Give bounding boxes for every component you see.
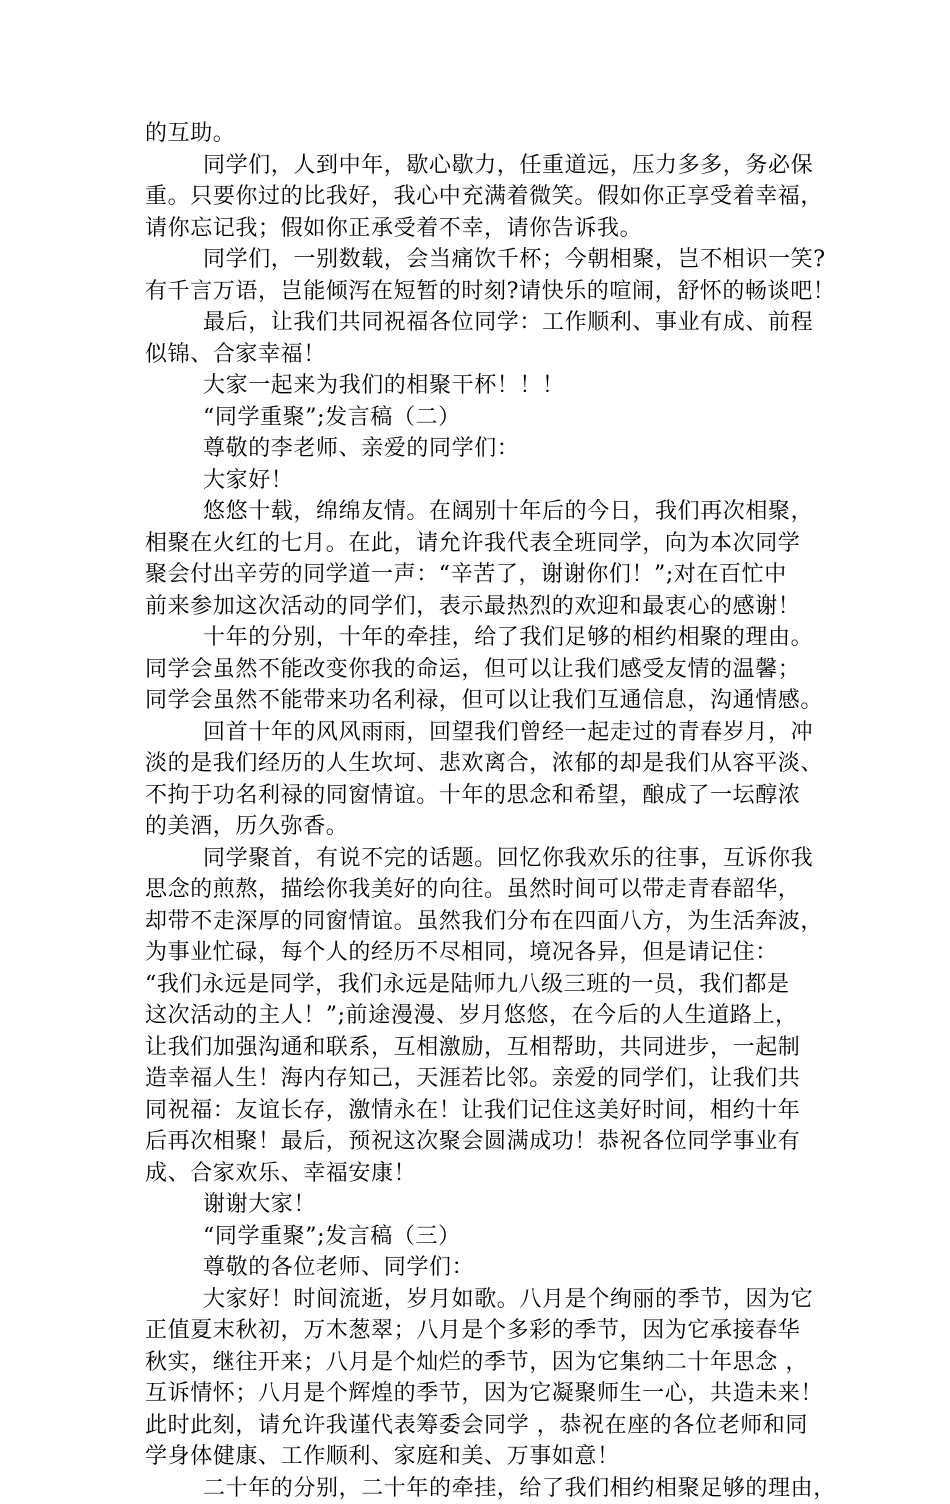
text-line: 聚会付出辛劳的同学道一声：“辛苦了，谢谢你们！”;对在百忙中 (145, 559, 825, 591)
text-line: 相聚在火红的七月。在此，请允许我代表全班同学，向为本次同学 (145, 528, 825, 560)
text-line: 似锦、合家幸福！ (145, 339, 825, 371)
text-line: “我们永远是同学，我们永远是陆师九八级三班的一员，我们都是 (145, 969, 825, 1001)
text-line: 这次活动的主人！”;前途漫漫、岁月悠悠，在今后的人生道路上， (145, 1000, 825, 1032)
text-line: 重。只要你过的比我好，我心中充满着微笑。假如你正享受着幸福， (145, 181, 825, 213)
text-line: 的美酒，历久弥香。 (145, 811, 825, 843)
text-line: 二十年的分别，二十年的牵挂，给了我们相约相聚足够的理由， (145, 1473, 825, 1504)
text-line: 同学会虽然不能带来功名利禄，但可以让我们互通信息，沟通情感。 (145, 685, 825, 717)
text-line: 思念的煎熬，描绘你我美好的向往。虽然时间可以带走青春韶华， (145, 874, 825, 906)
text-line: 大家好！ (145, 465, 825, 497)
text-line: 淡的是我们经历的人生坎坷、悲欢离合，浓郁的却是我们从容平淡、 (145, 748, 825, 780)
text-line: 为事业忙碌，每个人的经历不尽相同，境况各异，但是请记住： (145, 937, 825, 969)
text-line: 悠悠十载，绵绵友情。在阔别十年后的今日，我们再次相聚， (145, 496, 825, 528)
text-line: 最后，让我们共同祝福各位同学：工作顺利、事业有成、前程 (145, 307, 825, 339)
text-line: 成、合家欢乐、幸福安康！ (145, 1158, 825, 1190)
text-line: 同学们，一别数载，会当痛饮千杯；今朝相聚，岂不相识一笑? (145, 244, 825, 276)
text-line: 十年的分别，十年的牵挂，给了我们足够的相约相聚的理由。 (145, 622, 825, 654)
text-line: 学身体健康、工作顺利、家庭和美、万事如意！ (145, 1441, 825, 1473)
text-line: 同学们，人到中年，歇心歇力，任重道远，压力多多，务必保 (145, 150, 825, 182)
text-line: 此时此刻，请允许我谨代表筹委会同学 ，恭祝在座的各位老师和同 (145, 1410, 825, 1442)
text-line: 同祝福：友谊长存，激情永在！让我们记住这美好时间，相约十年 (145, 1095, 825, 1127)
text-line: 正值夏末秋初，万木葱翠；八月是个多彩的季节，因为它承接春华 (145, 1315, 825, 1347)
text-line: 同学聚首，有说不完的话题。回忆你我欢乐的往事，互诉你我 (145, 843, 825, 875)
text-line: 的互助。 (145, 118, 825, 150)
text-line: “同学重聚”;发言稿（二） (145, 402, 825, 434)
text-line: “同学重聚”;发言稿（三） (145, 1221, 825, 1253)
document-body (145, 118, 825, 1504)
text-line: 前来参加这次活动的同学们，表示最热烈的欢迎和最衷心的感谢！ (145, 591, 825, 623)
text-line: 却带不走深厚的同窗情谊。虽然我们分布在四面八方，为生活奔波， (145, 906, 825, 938)
text-line: 请你忘记我；假如你正承受着不幸，请你告诉我。 (145, 213, 825, 245)
text-line: 造幸福人生！海内存知己，天涯若比邻。亲爱的同学们，让我们共 (145, 1063, 825, 1095)
text-line: 互诉情怀；八月是个辉煌的季节，因为它凝聚师生一心，共造未来！ (145, 1378, 825, 1410)
text-line: 尊敬的李老师、亲爱的同学们： (145, 433, 825, 465)
text-line: 大家一起来为我们的相聚干杯！！！ (145, 370, 825, 402)
text-line: 不拘于功名利禄的同窗情谊。十年的思念和希望，酿成了一坛醇浓 (145, 780, 825, 812)
text-line: 大家好！时间流逝，岁月如歌。八月是个绚丽的季节，因为它 (145, 1284, 825, 1316)
text-line: 秋实，继往开来；八月是个灿烂的季节，因为它集纳二十年思念 ， (145, 1347, 825, 1379)
text-line: 有千言万语，岂能倾泻在短暂的时刻?请快乐的喧闹，舒怀的畅谈吧！ (145, 276, 825, 308)
text-line: 让我们加强沟通和联系，互相激励，互相帮助，共同进步，一起制 (145, 1032, 825, 1064)
text-line: 同学会虽然不能改变你我的命运，但可以让我们感受友情的温馨； (145, 654, 825, 686)
text-line: 后再次相聚！最后，预祝这次聚会圆满成功！恭祝各位同学事业有 (145, 1126, 825, 1158)
text-line: 谢谢大家！ (145, 1189, 825, 1221)
text-line: 尊敬的各位老师、同学们： (145, 1252, 825, 1284)
text-line: 回首十年的风风雨雨，回望我们曾经一起走过的青春岁月，冲 (145, 717, 825, 749)
